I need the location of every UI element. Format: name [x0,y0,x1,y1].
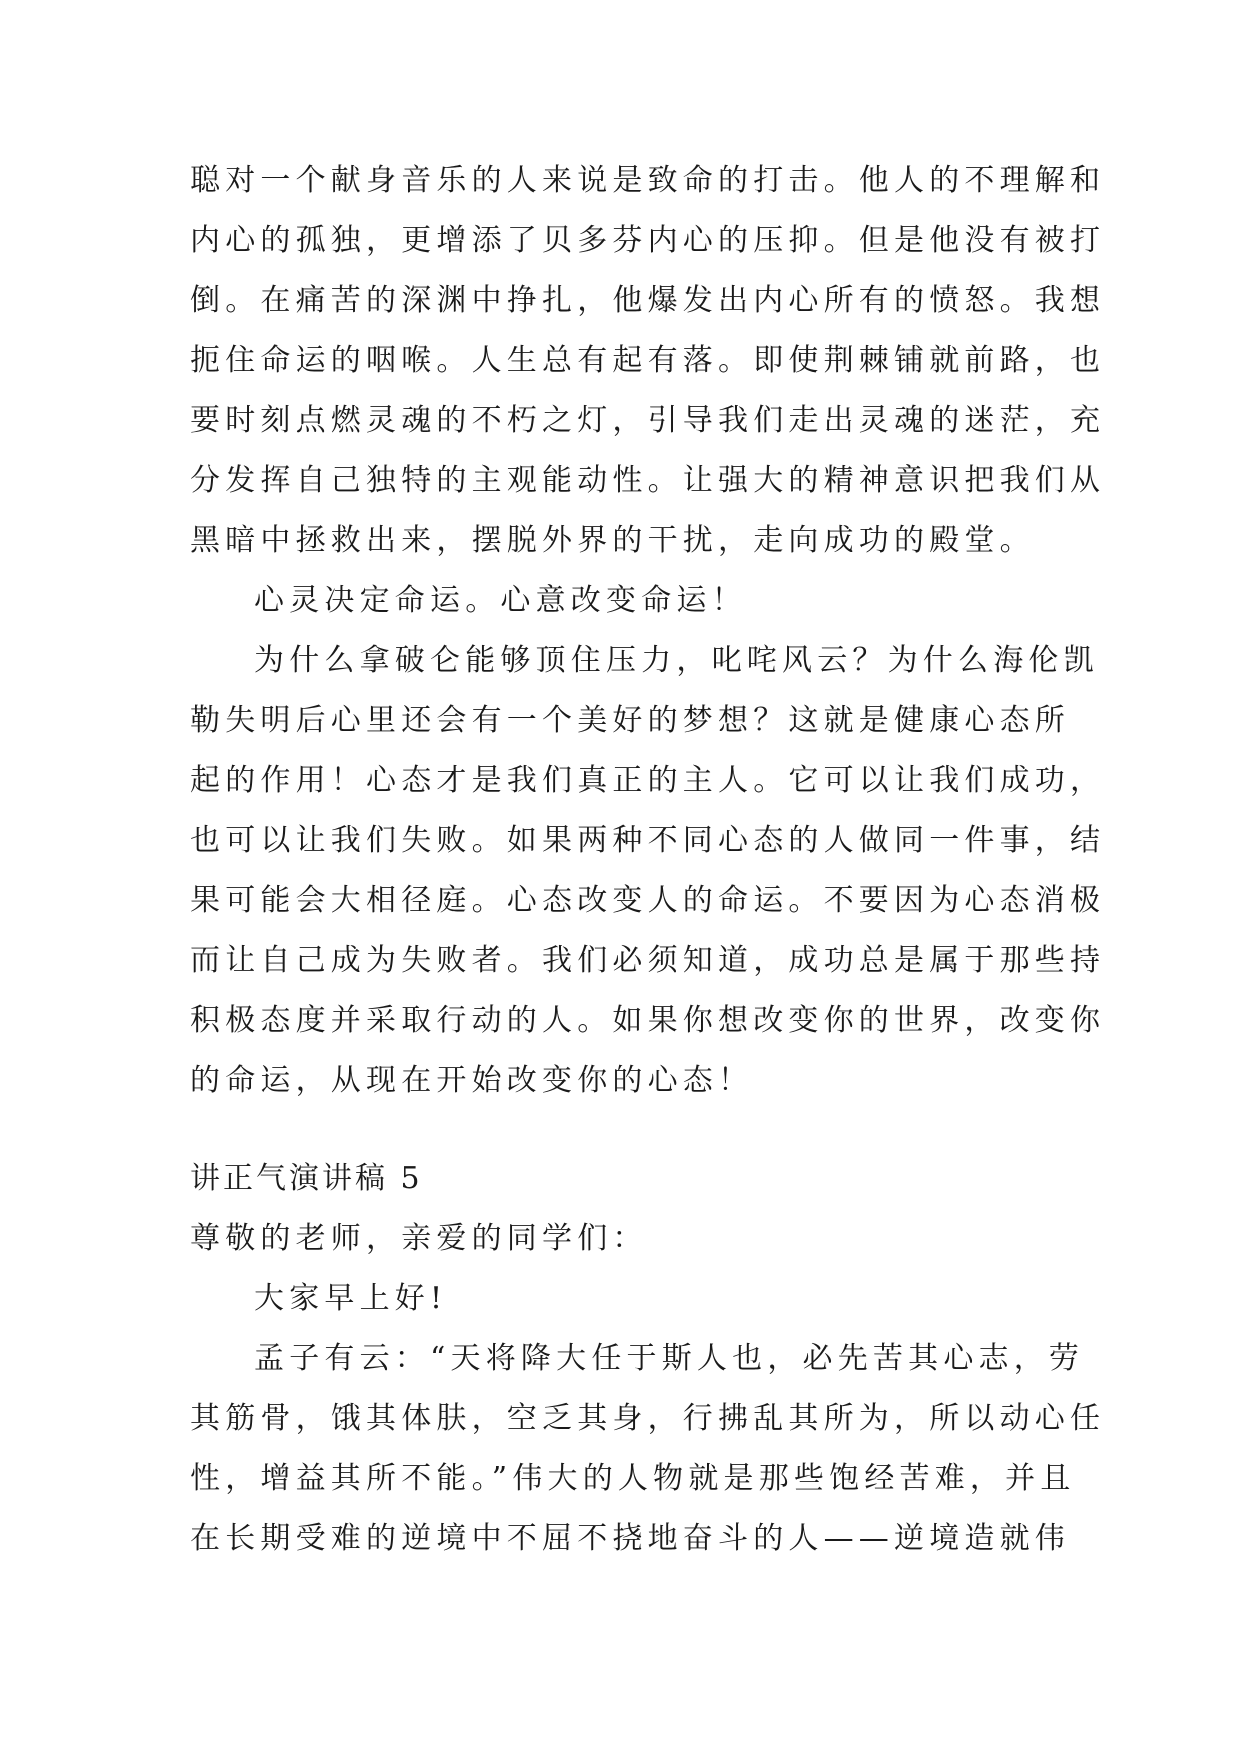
paragraph-line: 扼住命运的咽喉。人生总有起有落。即使荆棘铺就前路，也 [190,343,1106,378]
greeting: 大家早上好! [254,1281,448,1316]
paragraph-line: 分发挥自己独特的主观能动性。让强大的精神意识把我们从 [190,463,1106,498]
paragraph-line: 为什么拿破仑能够顶住压力，叱咤风云？为什么海伦凯 [254,643,1099,678]
paragraph-line: 孟子有云：“天将降大任于斯人也，必先苦其心志，劳 [254,1341,1085,1376]
paragraph-line: 在长期受难的逆境中不屈不挠地奋斗的人——逆境造就伟 [190,1521,1070,1556]
paragraph-line: 性，增益其所不能。”伟大的人物就是那些饱经苦难，并且 [190,1461,1076,1496]
salutation: 尊敬的老师，亲爱的同学们： [190,1221,648,1256]
paragraph-line: 要时刻点燃灵魂的不朽之灯，引导我们走出灵魂的迷茫，充 [190,403,1106,438]
paragraph-line: 起的作用！心态才是我们真正的主人。它可以让我们成功， [190,763,1106,798]
paragraph-line: 其筋骨，饿其体肤，空乏其身，行拂乱其所为，所以动心任 [190,1401,1106,1436]
paragraph-line: 积极态度并采取行动的人。如果你想改变你的世界，改变你 [190,1003,1106,1038]
paragraph-line: 黑暗中拯救出来，摆脱外界的干扰，走向成功的殿堂。 [190,523,1035,558]
paragraph-line: 而让自己成为失败者。我们必须知道，成功总是属于那些持 [190,943,1106,978]
paragraph-line: 的命运，从现在开始改变你的心态！ [190,1063,754,1098]
paragraph-line: 心灵决定命运。心意改变命运！ [254,583,747,618]
paragraph-line: 勒失明后心里还会有一个美好的梦想？这就是健康心态所 [190,703,1070,738]
paragraph-line: 果可能会大相径庭。心态改变人的命运。不要因为心态消极 [190,883,1106,918]
paragraph-line: 倒。在痛苦的深渊中挣扎，他爆发出内心所有的愤怒。我想 [190,283,1106,318]
paragraph-line: 也可以让我们失败。如果两种不同心态的人做同一件事，结 [190,823,1106,858]
paragraph-line: 内心的孤独，更增添了贝多芬内心的压抑。但是他没有被打 [190,223,1106,258]
paragraph-line: 聪对一个献身音乐的人来说是致命的打击。他人的不理解和 [190,163,1106,198]
section-title: 讲正气演讲稿 5 [190,1161,423,1196]
